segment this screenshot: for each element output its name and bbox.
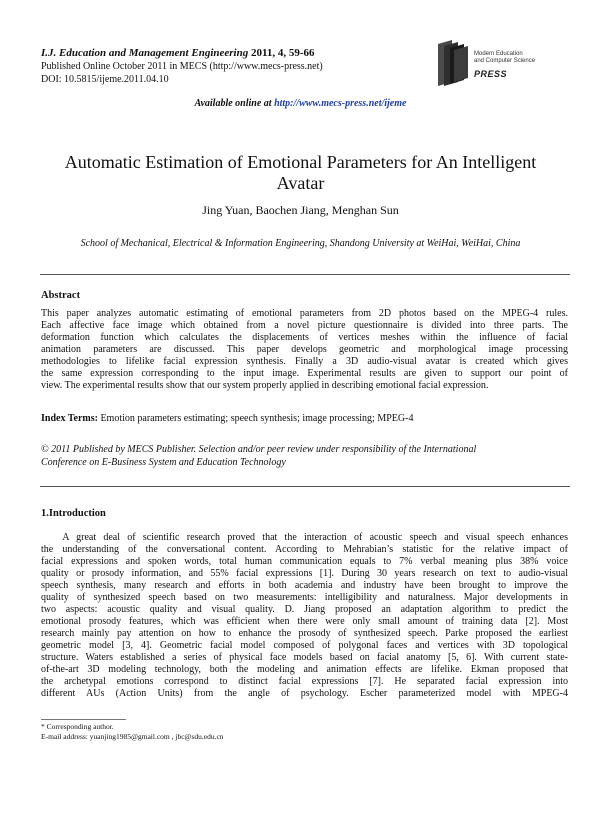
affiliation: School of Mechanical, Electrical & Information Engineering, Shandong University at WeiHai, WeiHai, China: [80, 238, 521, 249]
copyright-notice: © 2011 Published by MECS Publisher. Selection and/or peer review under responsibility of the International Conference on E-Business System and Education Technology: [41, 444, 477, 468]
logo-text: Modern Education and Computer Science: [474, 51, 536, 64]
journal-header: [41, 47, 315, 59]
abstract-body: This paper analyzes automatic estimating of emotional parameters from 2D photos based on the MPEG-4 rules. Each affective face image which obtained from a novel picture questionnaire is divided into three parts. The deformation function which calculates the displacements of vertices meshes within the influence of facial animation parameters are discussed. This paper develops geometric and morphological image processing methodologies to lifelike facial expression synthesis. Finally a 3D audio-visual avatar is created which gives the same expression corresponding to the input image. Experimental results are given to support our point of view. The experimental results show that our system properly applied in describing emotional facial expression.: [41, 308, 568, 391]
doi-line: DOI: 10.5815/ijeme.2011.04.10: [41, 74, 169, 85]
index-terms-value: Emotion parameters estimating; speech synthesis; image processing; MPEG-4: [100, 413, 414, 424]
introduction-heading: 1.Introduction: [41, 508, 106, 519]
abstract-heading: Abstract: [41, 290, 81, 301]
footnote-divider: [41, 719, 126, 720]
index-terms-label: Index Terms:: [41, 413, 98, 424]
email-address: E-mail address: yuanjing1985@gmail.com , jbc@sdu.edu.cn: [41, 732, 224, 741]
introduction-body: A great deal of scientific research proved that the interaction of acoustic speech and visual speech enhances the understanding of the conversational content. According to Mehrabian’s statistic for the relative impact of facial expressions and spoken words, total human communication equals to 7% verbal meaning plus 38% voice quality or prosody information, and 55% facial expressions [1]. During 30 years research on text to audio-visual speech synthesis, many research and efforts in both academia and industry have been brought to improve the quality of synthesized speech based on two measurements: intelligibility and naturalness. Major developments in two aspects: acoustic quality and visual quality. D. Jiang proposed an adaptation algorithm to predict the emotional prosody features, which was efficient when there were only small amount of training data [2]. Most research mainly pay attention on how to enhance the prosody of synthesized speech. Parke proposed the earliest geometric model [3, 4]. Geometric facial model composed of polygonal faces and vertices with 3D topological structure. Waters established a series of physical face models based on facial anatomy [5, 6]. With current state- of-the-art 3D modeling technology, both the modeling and animation effects are lifelike. Ekman proposed that the archetypal emotions correspond to distinct facial expressions [7]. He separated facial expression into different AUs (Action Units) from the angle of psychology. Escher parameterized model with MPEG-4: [41, 532, 568, 699]
books-logo-icon: [434, 38, 472, 88]
footnote: [41, 722, 224, 742]
corresponding-author: * Corresponding author.: [41, 722, 114, 731]
publisher-logo: [434, 38, 564, 88]
volume-info: 2011, 4, 59-66: [250, 47, 315, 59]
divider: [40, 486, 570, 487]
authors: Jing Yuan, Baochen Jiang, Menghan Sun: [202, 203, 399, 217]
index-terms: [41, 413, 568, 425]
published-line: Published Online October 2011 in MECS (http://www.mecs-press.net): [41, 61, 323, 72]
journal-name: I.J. Education and Management Engineering: [41, 47, 249, 59]
logo-press: PRESS: [474, 69, 508, 79]
available-online: Available online at http://www.mecs-press.net/ijeme: [194, 98, 407, 109]
journal-link[interactable]: http://www.mecs-press.net/ijeme: [274, 98, 407, 109]
divider: [40, 274, 570, 275]
paper-title: Automatic Estimation of Emotional Parameters for An Intelligent Avatar: [64, 152, 537, 193]
